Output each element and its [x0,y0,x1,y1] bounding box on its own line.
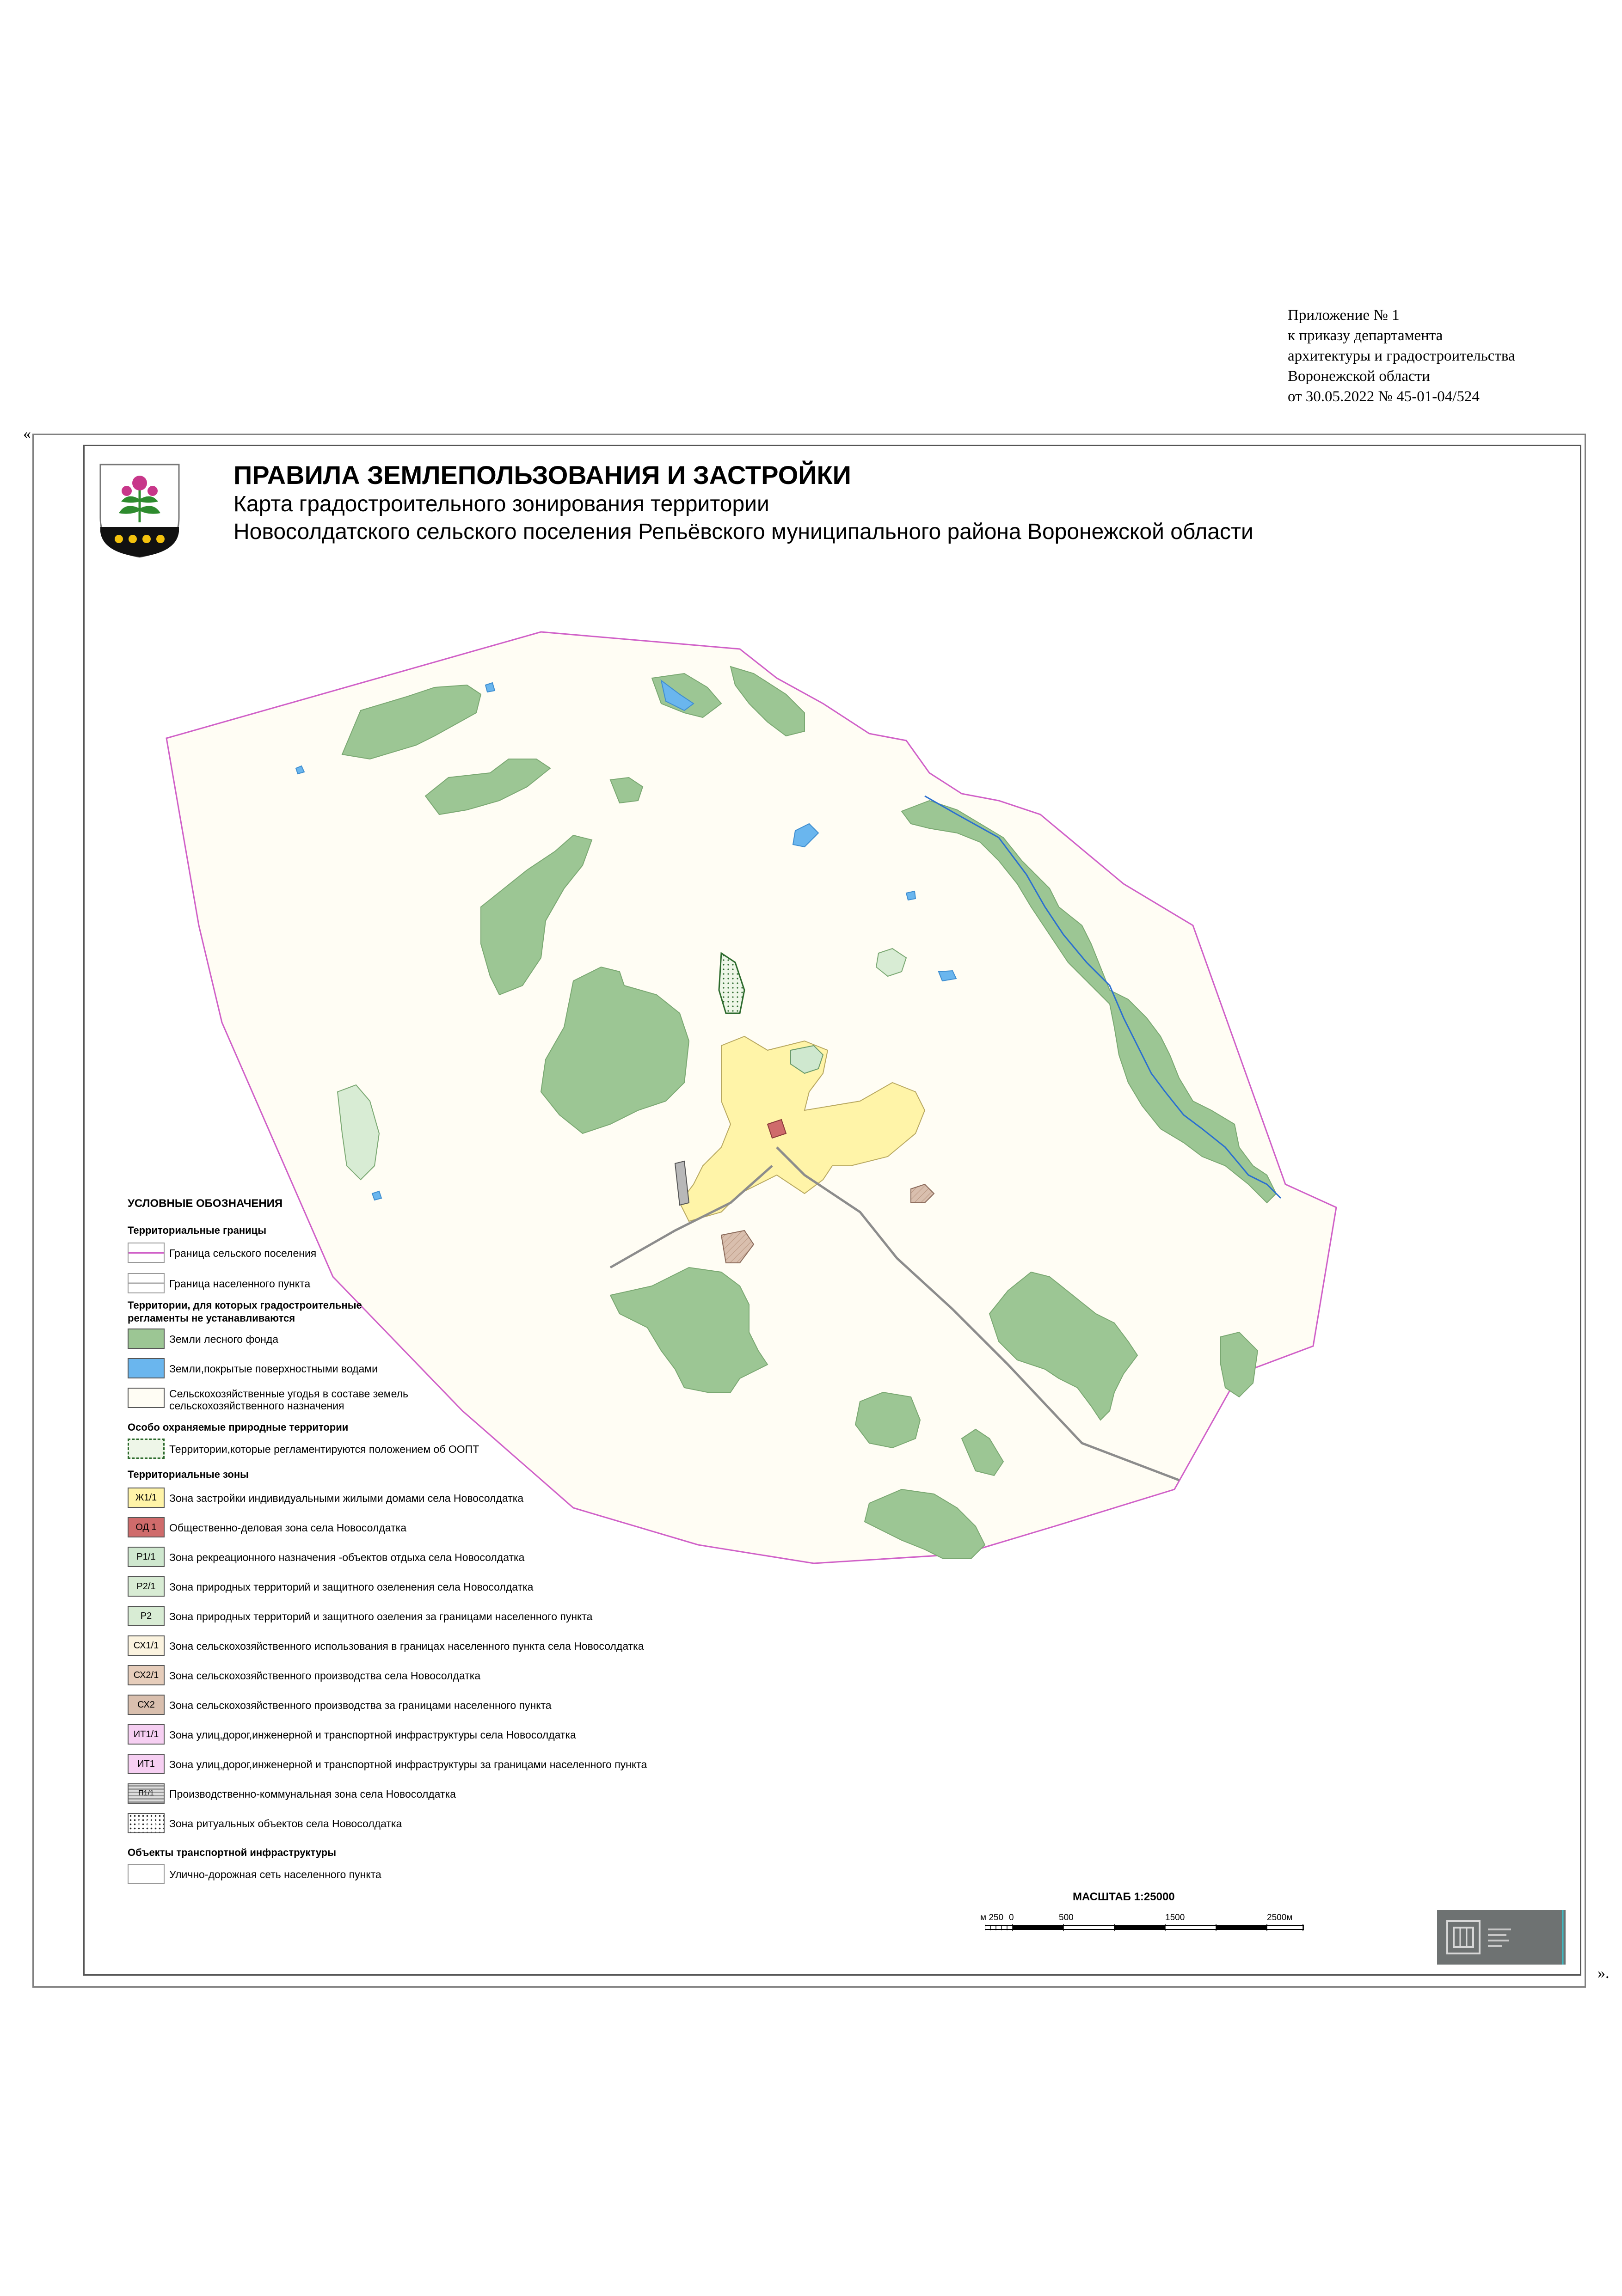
scale-label: 0 [1009,1913,1014,1923]
scale-label: 2500м [1267,1913,1293,1923]
legend-zone-code: ИТ1 [128,1754,165,1774]
legend-label: Земли лесного фонда [169,1333,279,1345]
legend-label: Зона рекреационного назначения -объектов отдыха села Новосолдатка [169,1551,525,1563]
page-subtitle-2: Новосолдатского сельского поселения Репьёвского муниципального района Воронежской области [233,520,1253,544]
legend-label: Зона природных территорий и защитного озеления за границами населенного пункта [169,1610,593,1623]
legend-label: Граница сельского поселения [169,1247,317,1259]
legend-zone-code: П1/1 [128,1783,165,1804]
legend-zone-code: СХ2/1 [128,1665,165,1685]
legend-zone-code: СХ2 [128,1695,165,1715]
legend-label-line: Сельскохозяйственные угодья в составе земель [169,1388,409,1400]
legend-label: Граница населенного пункта [169,1278,311,1290]
coat-of-arms-emblem [98,462,181,559]
legend-label: Общественно-деловая зона села Новосолдатка [169,1522,406,1534]
appendix-line: Воронежской области [1288,368,1430,385]
title-block [233,460,1253,546]
legend-zone-code: СХ1/1 [128,1635,165,1656]
logo-icon [1437,1910,1566,1965]
legend-swatch [128,1388,165,1408]
organization-logo [1437,1910,1566,1965]
scale-title: МАСШТАБ 1:25000 [1073,1891,1175,1903]
water-body [906,891,915,900]
legend-swatch [128,1243,165,1263]
page-title: ПРАВИЛА ЗЕМЛЕПОЛЬЗОВАНИЯ И ЗАСТРОЙКИ [233,460,851,490]
legend-zone-code: ИТ1/1 [128,1724,165,1745]
open-quote: « [23,425,31,442]
legend-label: Зона сельскохозяйственного производства за границами населенного пункта [169,1699,552,1711]
legend-heading: УСЛОВНЫЕ ОБОЗНАЧЕНИЯ [128,1197,283,1210]
scale-label: 500 [1059,1913,1074,1923]
legend-label-line: сельскохозяйственного назначения [169,1400,344,1412]
legend-group-transport: Объекты транспортной инфраструктуры [128,1847,336,1858]
legend-label: Земли,покрытые поверхностными водами [169,1363,378,1375]
zoning-map[interactable] [83,445,1581,1976]
legend-group-boundaries: Территориальные границы [128,1225,266,1236]
legend-zone-code: Р2 [128,1606,165,1626]
legend-label: Зона сельскохозяйственного производства села Новосолдатка [169,1670,481,1682]
legend-group-line: регламенты не устанавливаются [128,1312,295,1324]
legend-label: Зона сельскохозяйственного использования в границах населенного пункта села Новосолдатка [169,1640,644,1652]
close-quote: ». [1597,1965,1610,1982]
legend-zone-code: СН1/1 [128,1813,165,1833]
appendix-line: Приложение № 1 [1288,307,1400,324]
legend-label: Зона застройки индивидуальными жилыми домами села Новосолдатка [169,1492,524,1504]
legend-group-protected: Особо охраняемые природные территории [128,1421,349,1433]
appendix-note [1288,305,1602,407]
legend-group-line: Территории, для которых градостроительные [128,1299,362,1311]
legend-swatch [128,1329,165,1349]
legend-label: Зона ритуальных объектов села Новосолдатка [169,1818,402,1830]
appendix-line: архитектуры и градостроительства [1288,348,1515,364]
legend-label [169,1388,408,1412]
legend-group-zones: Территориальные зоны [128,1469,249,1480]
legend-label: Зона улиц,дорог,инженерной и транспортной инфраструктуры за границами населенного пункта [169,1758,647,1770]
legend-zone-code: Ж1/1 [128,1488,165,1508]
scale-label: м 250 [980,1913,1004,1923]
scale-bar [980,1891,1304,1928]
legend-swatch [128,1273,165,1293]
legend-swatch [128,1439,165,1459]
page-subtitle: Карта градостроительного зонирования территории [233,492,769,516]
legend-group-no-regulations [128,1299,362,1325]
legend-label: Территории,которые регламентируются положением об ООПТ [169,1443,479,1455]
legend-label: Производственно-коммунальная зона села Новосолдатка [169,1788,456,1800]
scale-label: 1500 [1165,1913,1185,1923]
scale-ruler [985,1924,1304,1932]
legend-label: Улично-дорожная сеть населенного пункта [169,1868,381,1880]
water-body [939,971,956,981]
legend-zone-code: Р1/1 [128,1547,165,1567]
legend-swatch [128,1358,165,1378]
legend-zone-code: Р2/1 [128,1576,165,1597]
appendix-line: от 30.05.2022 № 45-01-04/524 [1288,388,1480,405]
legend-swatch [128,1864,165,1884]
legend-label: Зона улиц,дорог,инженерной и транспортной инфраструктуры села Новосолдатка [169,1729,576,1741]
legend-zone-code: ОД 1 [128,1517,165,1537]
legend-label: Зона природных территорий и защитного озеленения села Новосолдатка [169,1581,534,1593]
appendix-line: к приказу департамента [1288,327,1443,344]
